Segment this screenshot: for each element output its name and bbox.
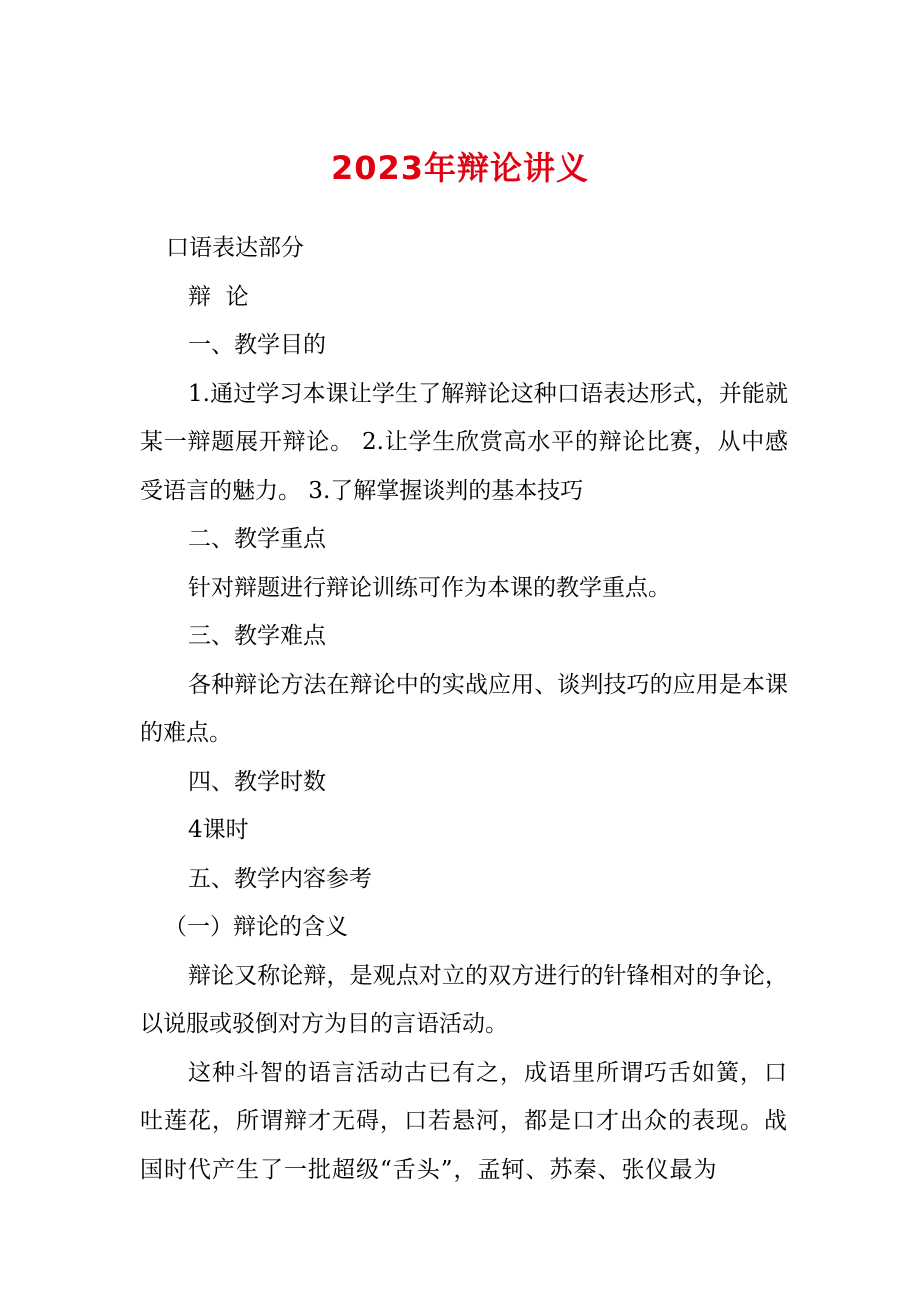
document-body <box>140 224 788 1194</box>
heading-teaching-focus: 二、教学重点 <box>188 526 326 552</box>
paragraph-teaching-focus: 针对辩题进行辩论训练可作为本课的教学重点。 <box>188 574 671 601</box>
paragraph-teaching-objectives: 1.通过学习本课让学生了解辩论这种口语表达形式，并能就某一辩题展开辩论。 2.让学生欣赏高水平的辩论比赛，从中感受语言的魅力。 3.了解掌握谈判的基本技巧 <box>140 380 788 504</box>
document-title: 2023年辩论讲义 <box>330 149 590 187</box>
lesson-heading: 辩 论 <box>188 283 249 310</box>
subheading-debate-definition: （一）辩论的含义 <box>164 914 348 940</box>
paragraph-teaching-difficulty: 各种辩论方法在辩论中的实战应用、谈判技巧的应用是本课的难点。 <box>140 671 788 746</box>
paragraph-debate-definition: 辩论又称论辩，是观点对立的双方进行的针锋相对的争论，以说服或驳倒对方为目的言语活动。 <box>140 962 788 1037</box>
section-label-oral-expression: 口语表达部分 <box>166 235 304 261</box>
paragraph-debate-history: 这种斗智的语言活动古已有之，成语里所谓巧舌如簧，口吐莲花，所谓辩才无碍，口若悬河，都是口才出众的表现。战国时代产生了一批超级“舌头”，孟轲、苏秦、张仪最为 <box>140 1059 788 1183</box>
heading-teaching-objectives: 一、教学目的 <box>188 332 326 358</box>
heading-teaching-content: 五、教学内容参考 <box>188 865 372 892</box>
paragraph-teaching-hours: 4课时 <box>188 817 249 843</box>
heading-teaching-hours: 四、教学时数 <box>188 768 326 795</box>
heading-teaching-difficulty: 三、教学难点 <box>188 623 326 649</box>
